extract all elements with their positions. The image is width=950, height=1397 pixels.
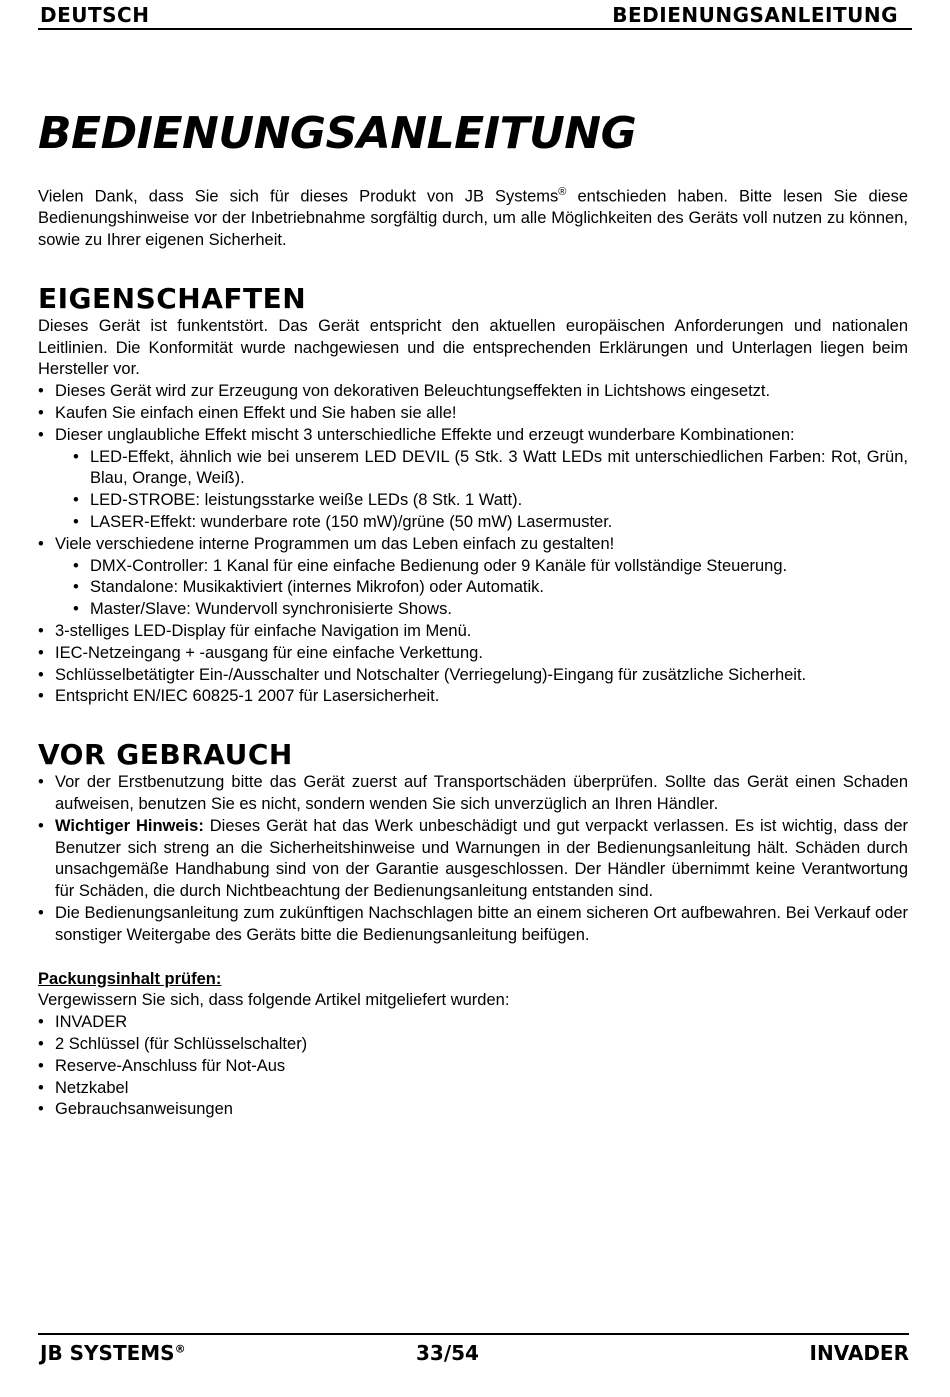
list-item: • Reserve-Anschluss für Not-Aus — [38, 1056, 286, 1075]
list-item: • 2 Schlüssel (für Schlüsselschalter) — [38, 1035, 308, 1053]
document-body — [38, 182, 908, 1121]
package-heading: Packungsinhalt prüfen: — [38, 969, 222, 988]
package-list — [38, 1012, 908, 1121]
list-item: • Vor der Erstbenutzung bitte das Gerät zuerst auf Transportschäden überprüfen. Sollte das Gerät einen Schaden aufweisen, benutzen Sie es nicht, sondern wenden Sie sich unverzüglich an Ihren Händler. — [38, 773, 908, 814]
list-item: • Standalone: Musikaktiviert (internes Mikrofon) oder Automatik. — [73, 578, 544, 597]
header-doc-type: BEDIENUNGSANLEITUNG — [612, 3, 898, 27]
before-use-heading: VOR GEBRAUCH — [38, 738, 293, 772]
list-item: • LED-STROBE: leistungsstarke weiße LEDs (8 Stk. 1 Watt). — [73, 491, 523, 510]
before-use-list — [38, 772, 908, 946]
list-item: • Die Bedienungsanleitung zum zukünftigen Nachschlagen bitte an einem sicheren Ort aufbewahren. Bei Verkauf oder sonstiger Weitergabe des Geräts bitte die Bedienungsanleitung beifügen. — [38, 904, 908, 944]
features-paragraph: Dieses Gerät ist funkentstört. Das Gerät entspricht den aktuellen europäischen Anforderungen und nationalen Leitlinien. Die Konformität wurde nachgewiesen und die entsprechenden Erklärungen und Unterlagen liegen beim Hersteller vor. — [38, 316, 908, 379]
list-item: • Kaufen Sie einfach einen Effekt und Sie haben sie alle! — [38, 404, 457, 423]
list-item: • DMX-Controller: 1 Kanal für eine einfache Bedienung oder 9 Kanäle für vollständige Steuerung. — [73, 556, 788, 575]
list-item: • Wichtiger Hinweis: Dieses Gerät hat das Werk unbeschädigt und gut verpackt verlassen. Es ist wichtig, dass der Benutzer sich streng an die Sicherheitshinweise und Warnungen in der Bedienungsanleitung hält. Schäden durch unsachgemäße Handhabung sind von der Garantie ausgeschlossen. Der Händler übernimmt keine Verantwortung für Schäden, die durch Nichtbeachtung der Bedienungsanleitung entstanden sind. — [38, 816, 908, 901]
features-list — [38, 381, 908, 708]
list-item: • Master/Slave: Wundervoll synchronisierte Shows. — [73, 600, 452, 619]
effects-sublist — [38, 447, 908, 534]
list-item: • Schlüsselbetätigter Ein-/Ausschalter und Notschalter (Verriegelung)-Eingang für zusätzliche Sicherheit. — [38, 665, 807, 684]
page-title: BEDIENUNGSANLEITUNG — [38, 108, 637, 159]
programs-sublist — [38, 556, 908, 621]
list-item: • Netzkabel — [38, 1078, 129, 1097]
list-item: • 3-stelliges LED-Display für einfache Navigation im Menü. — [38, 622, 472, 641]
intro-paragraph: Vielen Dank, dass Sie sich für dieses Produkt von JB Systems® entschieden haben. Bitte lesen Sie diese Bedienungshinweise vor der Inbetriebnahme sorgfältig durch, um alle Möglichkeiten des Geräts voll nutzen zu können, sowie zu Ihrer eigenen Sicherheit. — [38, 186, 908, 250]
list-item: • Viele verschiedene interne Programmen um das Leben einfach zu gestalten! — [38, 534, 615, 553]
list-item: • IEC-Netzeingang + -ausgang für eine einfache Verkettung. — [38, 643, 483, 662]
package-intro: Vergewissern Sie sich, dass folgende Artikel mitgeliefert wurden: — [38, 991, 510, 1010]
features-heading: EIGENSCHAFTEN — [38, 281, 307, 315]
list-item: • LASER-Effekt: wunderbare rote (150 mW)/grüne (50 mW) Lasermuster. — [73, 513, 613, 532]
header-language: DEUTSCH — [40, 3, 150, 27]
page-footer — [38, 1333, 909, 1365]
list-item: • Dieser unglaubliche Effekt mischt 3 unterschiedliche Effekte und erzeugt wunderbare Kombinationen: — [38, 425, 795, 444]
page-header — [38, 2, 912, 30]
registered-mark: ® — [558, 186, 567, 198]
page-number: 33/54 — [416, 1341, 479, 1365]
list-item: • LED-Effekt, ähnlich wie bei unserem LED DEVIL (5 Stk. 3 Watt LEDs mit unterschiedlichen Farben: Rot, Grün, Blau, Orange, Weiß). — [73, 447, 908, 488]
footer-product: INVADER — [809, 1341, 909, 1365]
list-item: • Gebrauchsanweisungen — [38, 1100, 233, 1119]
important-note-label: Wichtiger Hinweis: — [55, 816, 204, 835]
list-item: • Entspricht EN/IEC 60825-1 2007 für Lasersicherheit. — [38, 687, 440, 706]
list-item: • INVADER — [38, 1013, 128, 1032]
footer-brand: JB SYSTEMS® — [40, 1341, 186, 1365]
list-item: • Dieses Gerät wird zur Erzeugung von dekorativen Beleuchtungseffekten in Lichtshows eingesetzt. — [38, 382, 771, 401]
